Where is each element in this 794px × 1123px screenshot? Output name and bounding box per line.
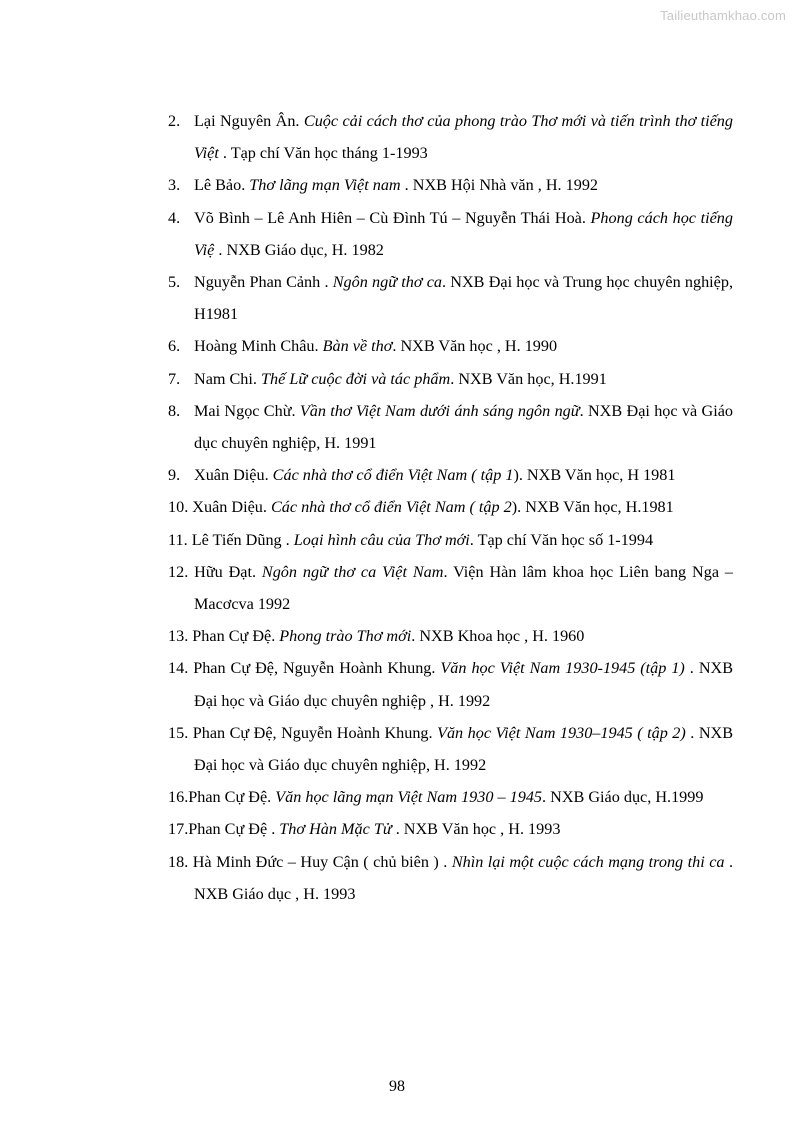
reference-item (168, 395, 733, 459)
reference-item (168, 459, 733, 491)
reference-item (168, 202, 733, 266)
reference-number: 14. (168, 659, 189, 678)
reference-number: 2. (168, 112, 181, 130)
reference-number: 17. (168, 820, 189, 839)
reference-author: Hữu Đạt. (194, 562, 262, 581)
reference-publisher: ). NXB Văn học, H 1981 (513, 466, 676, 485)
reference-publisher: . NXB Đại học và Giáo dục chuyên nghiệp, H. 1992 (194, 723, 733, 775)
reference-author: Hoàng Minh Châu. (194, 337, 323, 356)
reference-title: Thế Lữ cuộc đời và tác phẩm (261, 369, 451, 388)
reference-number: 6. (168, 337, 181, 356)
reference-publisher: . NXB Văn học , H. 1993 (391, 820, 561, 839)
reference-title: Văn học Việt Nam 1930-1945 (tập 1) (440, 659, 685, 678)
reference-publisher: . NXB Văn học , H. 1990 (392, 337, 558, 356)
reference-publisher: . NXB Hội Nhà văn , H. 1992 (400, 176, 599, 195)
reference-number: 12. (168, 562, 189, 581)
reference-title: Văn học Việt Nam 1930–1945 ( tập 2) (437, 723, 686, 742)
reference-item (168, 105, 733, 169)
reference-publisher: . Viện Hàn lâm khoa học Liên bang Nga – Macơcva 1992 (194, 562, 733, 614)
reference-publisher: . NXB Giáo dục, H. 1982 (214, 240, 384, 259)
reference-number: 4. (168, 208, 181, 227)
reference-title: Văn học lãng mạn Việt Nam 1930 – 1945 (275, 788, 543, 807)
reference-number: 16. (168, 788, 189, 807)
reference-author: Phan Cự Đệ, Nguyễn Hoành Khung. (193, 659, 441, 678)
reference-number: 13. (168, 627, 189, 646)
reference-item (168, 620, 733, 652)
reference-author: Nam Chi. (194, 369, 261, 388)
reference-item (168, 330, 733, 362)
reference-title: Ngôn ngữ thơ ca (332, 273, 443, 292)
reference-item (168, 781, 733, 813)
reference-item (168, 491, 733, 523)
reference-publisher: . NXB Giáo dục , H. 1993 (194, 852, 734, 903)
reference-author: Phan Cự Đệ. (188, 788, 276, 807)
reference-number: 5. (168, 273, 181, 292)
reference-author: Xuân Diệu. (194, 466, 273, 485)
reference-title: Vần thơ Việt Nam dưới ánh sáng ngôn ngữ (299, 401, 580, 420)
reference-number: 7. (168, 369, 181, 388)
reference-item (168, 846, 733, 910)
reference-title: Các nhà thơ cổ điển Việt Nam ( tập 1 (272, 466, 514, 485)
reference-item (168, 266, 733, 330)
reference-number: 9. (168, 466, 181, 485)
reference-publisher: . NXB Đại học và Giáo dục chuyên nghiệp , H. 1992 (194, 659, 733, 710)
watermark-text: Tailieuthamkhao.com (660, 8, 786, 23)
reference-title: Thơ lãng mạn Việt nam (249, 176, 401, 195)
reference-author: Hà Minh Đức – Huy Cận ( chủ biên ) . (192, 852, 452, 871)
page-number: 98 (389, 1078, 405, 1095)
reference-list (168, 105, 733, 910)
reference-item (168, 363, 733, 395)
reference-item (168, 524, 733, 556)
reference-title: Các nhà thơ cổ điển Việt Nam ( tập 2 (270, 498, 512, 517)
reference-title: Phong trào Thơ mới (279, 627, 412, 646)
reference-publisher: . NXB Đại học và Trung học chuyên nghiệp, H1981 (194, 273, 733, 324)
reference-publisher: . Tạp chí Văn học tháng 1-1993 (218, 144, 428, 163)
reference-item (168, 556, 733, 620)
reference-number: 15. (168, 723, 189, 742)
reference-number: 10. (168, 498, 189, 517)
reference-author: Mai Ngọc Chừ. (194, 401, 300, 420)
reference-author: Xuân Diệu. (192, 498, 271, 517)
reference-author: Lê Bảo. (194, 176, 250, 195)
reference-title: Phong cách học tiếng Việ (194, 208, 733, 259)
reference-number: 8. (168, 401, 181, 420)
reference-item (168, 813, 733, 845)
reference-publisher: . NXB Khoa học , H. 1960 (411, 627, 585, 646)
reference-author: Lê Tiến Dũng . (191, 530, 294, 549)
reference-title: Ngôn ngữ thơ ca Việt Nam (261, 562, 444, 581)
reference-number: 11. (168, 530, 188, 549)
reference-author: Phan Cự Đệ, Nguyễn Hoành Khung. (192, 723, 438, 742)
reference-author: Phan Cự Đệ. (192, 627, 280, 646)
reference-item (168, 717, 733, 781)
reference-author: Võ Bình – Lê Anh Hiên – Cù Đình Tú – Nguyễn Thái Hoà. (194, 208, 591, 227)
reference-author: Lại Nguyên Ân. (194, 112, 304, 130)
reference-publisher: ). NXB Văn học, H.1981 (511, 498, 674, 517)
reference-publisher: . NXB Giáo dục, H.1999 (542, 788, 704, 807)
reference-publisher: . NXB Đại học và Giáo dục chuyên nghiệp, H. 1991 (194, 401, 733, 453)
reference-title: Thơ Hàn Mặc Tử (279, 820, 392, 839)
reference-title: Loại hình câu của Thơ mới (293, 530, 470, 549)
reference-author: Nguyễn Phan Cảnh . (194, 273, 333, 292)
reference-item (168, 169, 733, 201)
reference-number: 18. (168, 852, 189, 871)
reference-publisher: . NXB Văn học, H.1991 (450, 369, 607, 388)
reference-title: Bàn về thơ (322, 337, 393, 356)
reference-title: Nhìn lại một cuộc cách mạng trong thi ca (451, 852, 725, 871)
reference-title: Cuộc cải cách thơ của phong trào Thơ mới và tiến trình thơ tiếng Việt (194, 112, 733, 163)
reference-number: 3. (168, 176, 181, 195)
reference-item (168, 652, 733, 716)
reference-publisher: . Tạp chí Văn học số 1-1994 (469, 530, 654, 549)
reference-author: Phan Cự Đệ . (188, 820, 280, 839)
